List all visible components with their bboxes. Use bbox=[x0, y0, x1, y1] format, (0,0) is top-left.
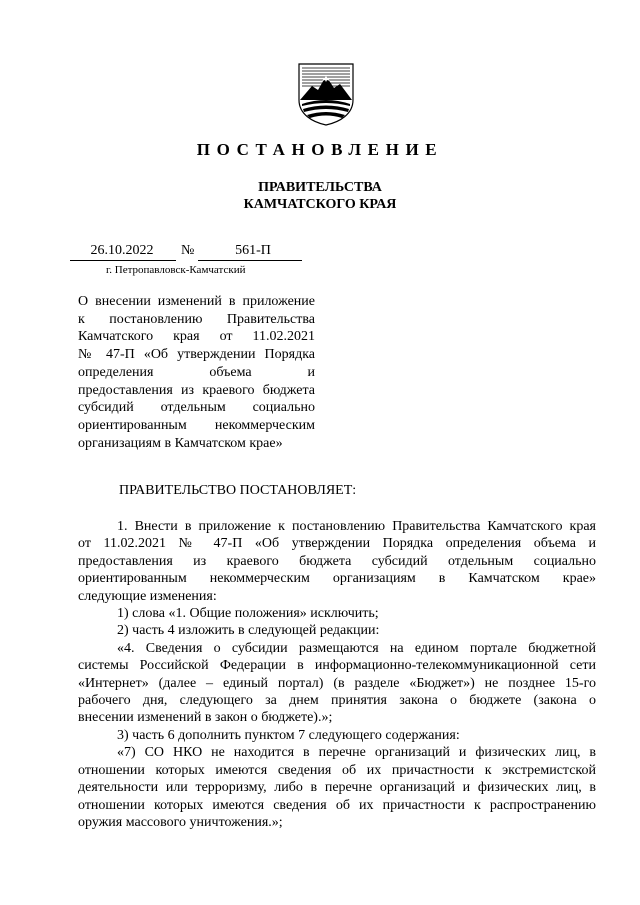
subject-line: к постановлению Правительства bbox=[78, 311, 315, 327]
body-line: отношении которых имеются сведения об их причастности к распространению bbox=[78, 797, 596, 813]
body-line: 1) слова «1. Общие положения» исключить; bbox=[117, 606, 379, 622]
subject-line: организациям в Камчатском крае» bbox=[78, 435, 283, 451]
document-body bbox=[78, 518, 596, 831]
body-line: следующие изменения: bbox=[78, 588, 217, 604]
subject-line: предоставления из краевого бюджета bbox=[78, 382, 315, 398]
body-line: системы Российской Федерации в информационно-телекоммуникационной сети bbox=[78, 658, 596, 674]
body-line: 3) часть 6 дополнить пунктом 7 следующего содержания: bbox=[117, 727, 460, 743]
document-subject bbox=[78, 293, 315, 452]
body-line: внесении изменений в закон о бюджете).»; bbox=[78, 710, 333, 726]
subject-line: № 47-П «Об утверждении Порядка bbox=[78, 347, 315, 363]
body-line: 2) часть 4 изложить в следующей редакции: bbox=[117, 623, 380, 639]
body-line: от 11.02.2021 № 47-П «Об утверждении Порядка определения объема и bbox=[78, 536, 596, 552]
document-date: 26.10.2022 bbox=[90, 243, 154, 258]
kamchatka-emblem-icon bbox=[296, 62, 356, 126]
number-sign: № bbox=[181, 243, 195, 258]
issuer-line-2: КАМЧАТСКОГО КРАЯ bbox=[243, 197, 397, 212]
city-caption: г. Петропавловск-Камчатский bbox=[106, 264, 246, 276]
subject-line: ориентированным некоммерческим bbox=[78, 417, 315, 433]
subject-line: Камчатского края от 11.02.2021 bbox=[78, 329, 315, 345]
date-underline bbox=[70, 260, 176, 261]
decree-heading: ПРАВИТЕЛЬСТВО ПОСТАНОВЛЯЕТ: bbox=[119, 483, 357, 498]
body-line: оружия массового уничтожения.»; bbox=[78, 814, 283, 830]
body-line: «4. Сведения о субсидии размещаются на едином портале бюджетной bbox=[117, 640, 596, 656]
issuer-line-1: ПРАВИТЕЛЬСТВА bbox=[258, 180, 382, 195]
body-line: отношении которых имеются сведения об их причастности к экстремистской bbox=[78, 762, 596, 778]
document-number: 561-П bbox=[235, 243, 271, 258]
body-line: «7) СО НКО не находится в перечне организаций и физических лиц, в bbox=[117, 745, 596, 761]
subject-line: определения объема и bbox=[78, 364, 315, 380]
body-line: предоставления из краевого бюджета субсидий отдельным социально bbox=[78, 553, 596, 569]
body-line: «Интернет» (далее – единый портал) (в разделе «Бюджет») не позднее 15-го bbox=[78, 675, 596, 691]
body-line: рабочего дня, следующего за днем принятия закона о бюджете (закона о bbox=[78, 693, 596, 709]
body-line: деятельности или терроризму, либо в перечне организаций и физических лиц, в bbox=[78, 780, 596, 796]
subject-line: субсидий отдельным социально bbox=[78, 400, 315, 416]
number-underline bbox=[198, 260, 302, 261]
body-line: ориентированным некоммерческим организациям в Камчатском крае» bbox=[78, 571, 596, 587]
body-line: 1. Внести в приложение к постановлению Правительства Камчатского края bbox=[117, 519, 596, 534]
subject-line: О внесении изменений в приложение bbox=[78, 294, 315, 309]
document-type-title: ПОСТАНОВЛЕНИЕ bbox=[196, 140, 444, 159]
